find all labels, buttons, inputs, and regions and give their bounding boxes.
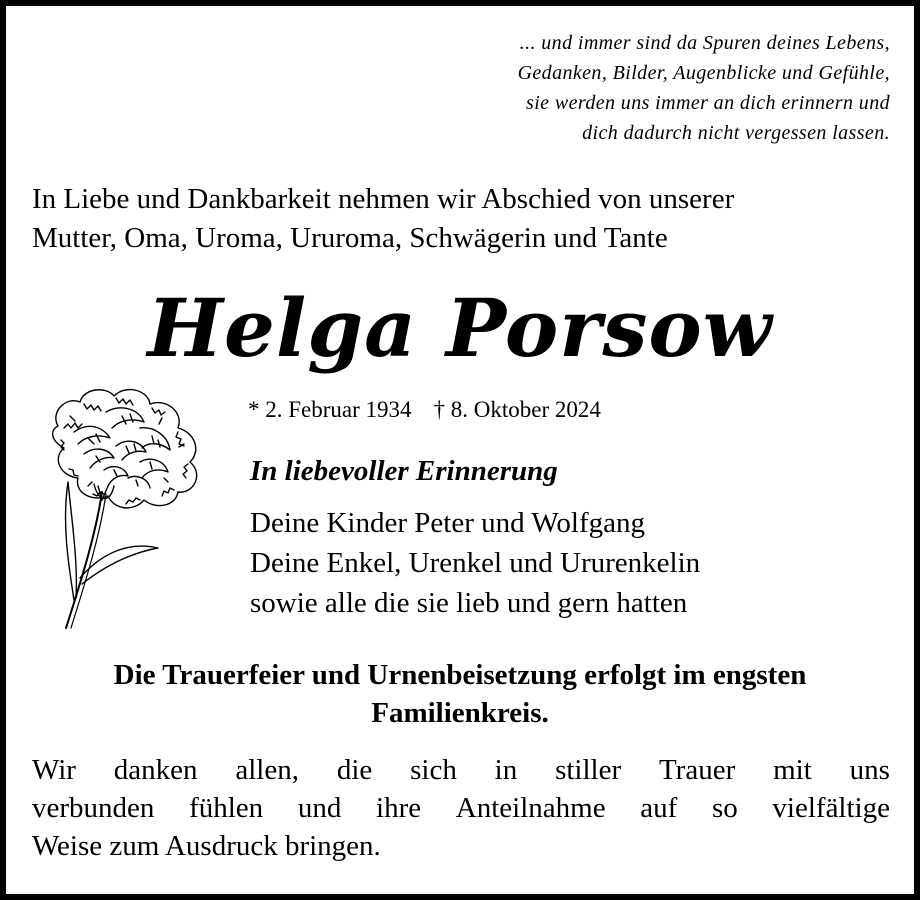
quote-line: sie werden uns immer an dich erinnern und bbox=[526, 92, 890, 114]
thanks-paragraph bbox=[32, 751, 890, 865]
carnation-flower-icon bbox=[44, 382, 214, 632]
thanks-word: allen, bbox=[235, 754, 299, 786]
thanks-word: vielfältige bbox=[772, 792, 890, 824]
farewell-intro bbox=[32, 180, 892, 258]
intro-line: Mutter, Oma, Uroma, Ururoma, Schwägerin und Tante bbox=[32, 222, 668, 254]
thanks-word: fühlen bbox=[189, 792, 264, 824]
thanks-line-2 bbox=[32, 789, 890, 827]
thanks-word: in bbox=[494, 754, 518, 786]
thanks-word: stiller bbox=[555, 754, 622, 786]
thanks-word: danken bbox=[113, 754, 198, 786]
quote-line: ... und immer sind da Spuren deines Lebens, bbox=[519, 32, 890, 54]
intro-line: In Liebe und Dankbarkeit nehmen wir Abschied von unserer bbox=[32, 183, 735, 215]
thanks-word: ihre bbox=[376, 792, 422, 824]
ceremony-line: Familienkreis. bbox=[371, 697, 549, 729]
thanks-word: so bbox=[711, 792, 738, 824]
thanks-word: auf bbox=[640, 792, 678, 824]
birth-date: * 2. Februar 1934 bbox=[248, 397, 412, 422]
thanks-word: die bbox=[336, 754, 373, 786]
thanks-line-1 bbox=[32, 751, 890, 789]
memory-title: In liebevoller Erinnerung bbox=[250, 455, 558, 487]
quote-line: Gedanken, Bilder, Augenblicke und Gefühle, bbox=[517, 62, 890, 84]
quote-line: dich dadurch nicht vergessen lassen. bbox=[582, 122, 890, 144]
death-date: † 8. Oktober 2024 bbox=[433, 397, 601, 422]
ceremony-notice bbox=[0, 656, 920, 732]
thanks-word: verbunden bbox=[32, 792, 155, 824]
mourners-list bbox=[250, 503, 700, 623]
thanks-word: und bbox=[297, 792, 342, 824]
thanks-word: Wir bbox=[32, 754, 76, 786]
mourner-line: Deine Enkel, Urenkel und Ururenkelin bbox=[250, 547, 701, 579]
mourner-line: sowie alle die sie lieb und gern hatten bbox=[250, 587, 688, 619]
memorial-quote bbox=[370, 28, 890, 148]
life-dates bbox=[248, 395, 601, 425]
deceased-name: Helga Porsow bbox=[147, 281, 773, 375]
thanks-line-3: Weise zum Ausdruck bringen. bbox=[32, 830, 381, 862]
thanks-word: Anteilnahme bbox=[455, 792, 606, 824]
thanks-word: uns bbox=[849, 754, 890, 786]
thanks-word: mit bbox=[773, 754, 812, 786]
mourner-line: Deine Kinder Peter und Wolfgang bbox=[250, 507, 645, 539]
thanks-word: sich bbox=[410, 754, 457, 786]
thanks-word: Trauer bbox=[658, 754, 736, 786]
ceremony-line: Die Trauerfeier und Urnenbeisetzung erfolgt im engsten bbox=[113, 659, 807, 691]
